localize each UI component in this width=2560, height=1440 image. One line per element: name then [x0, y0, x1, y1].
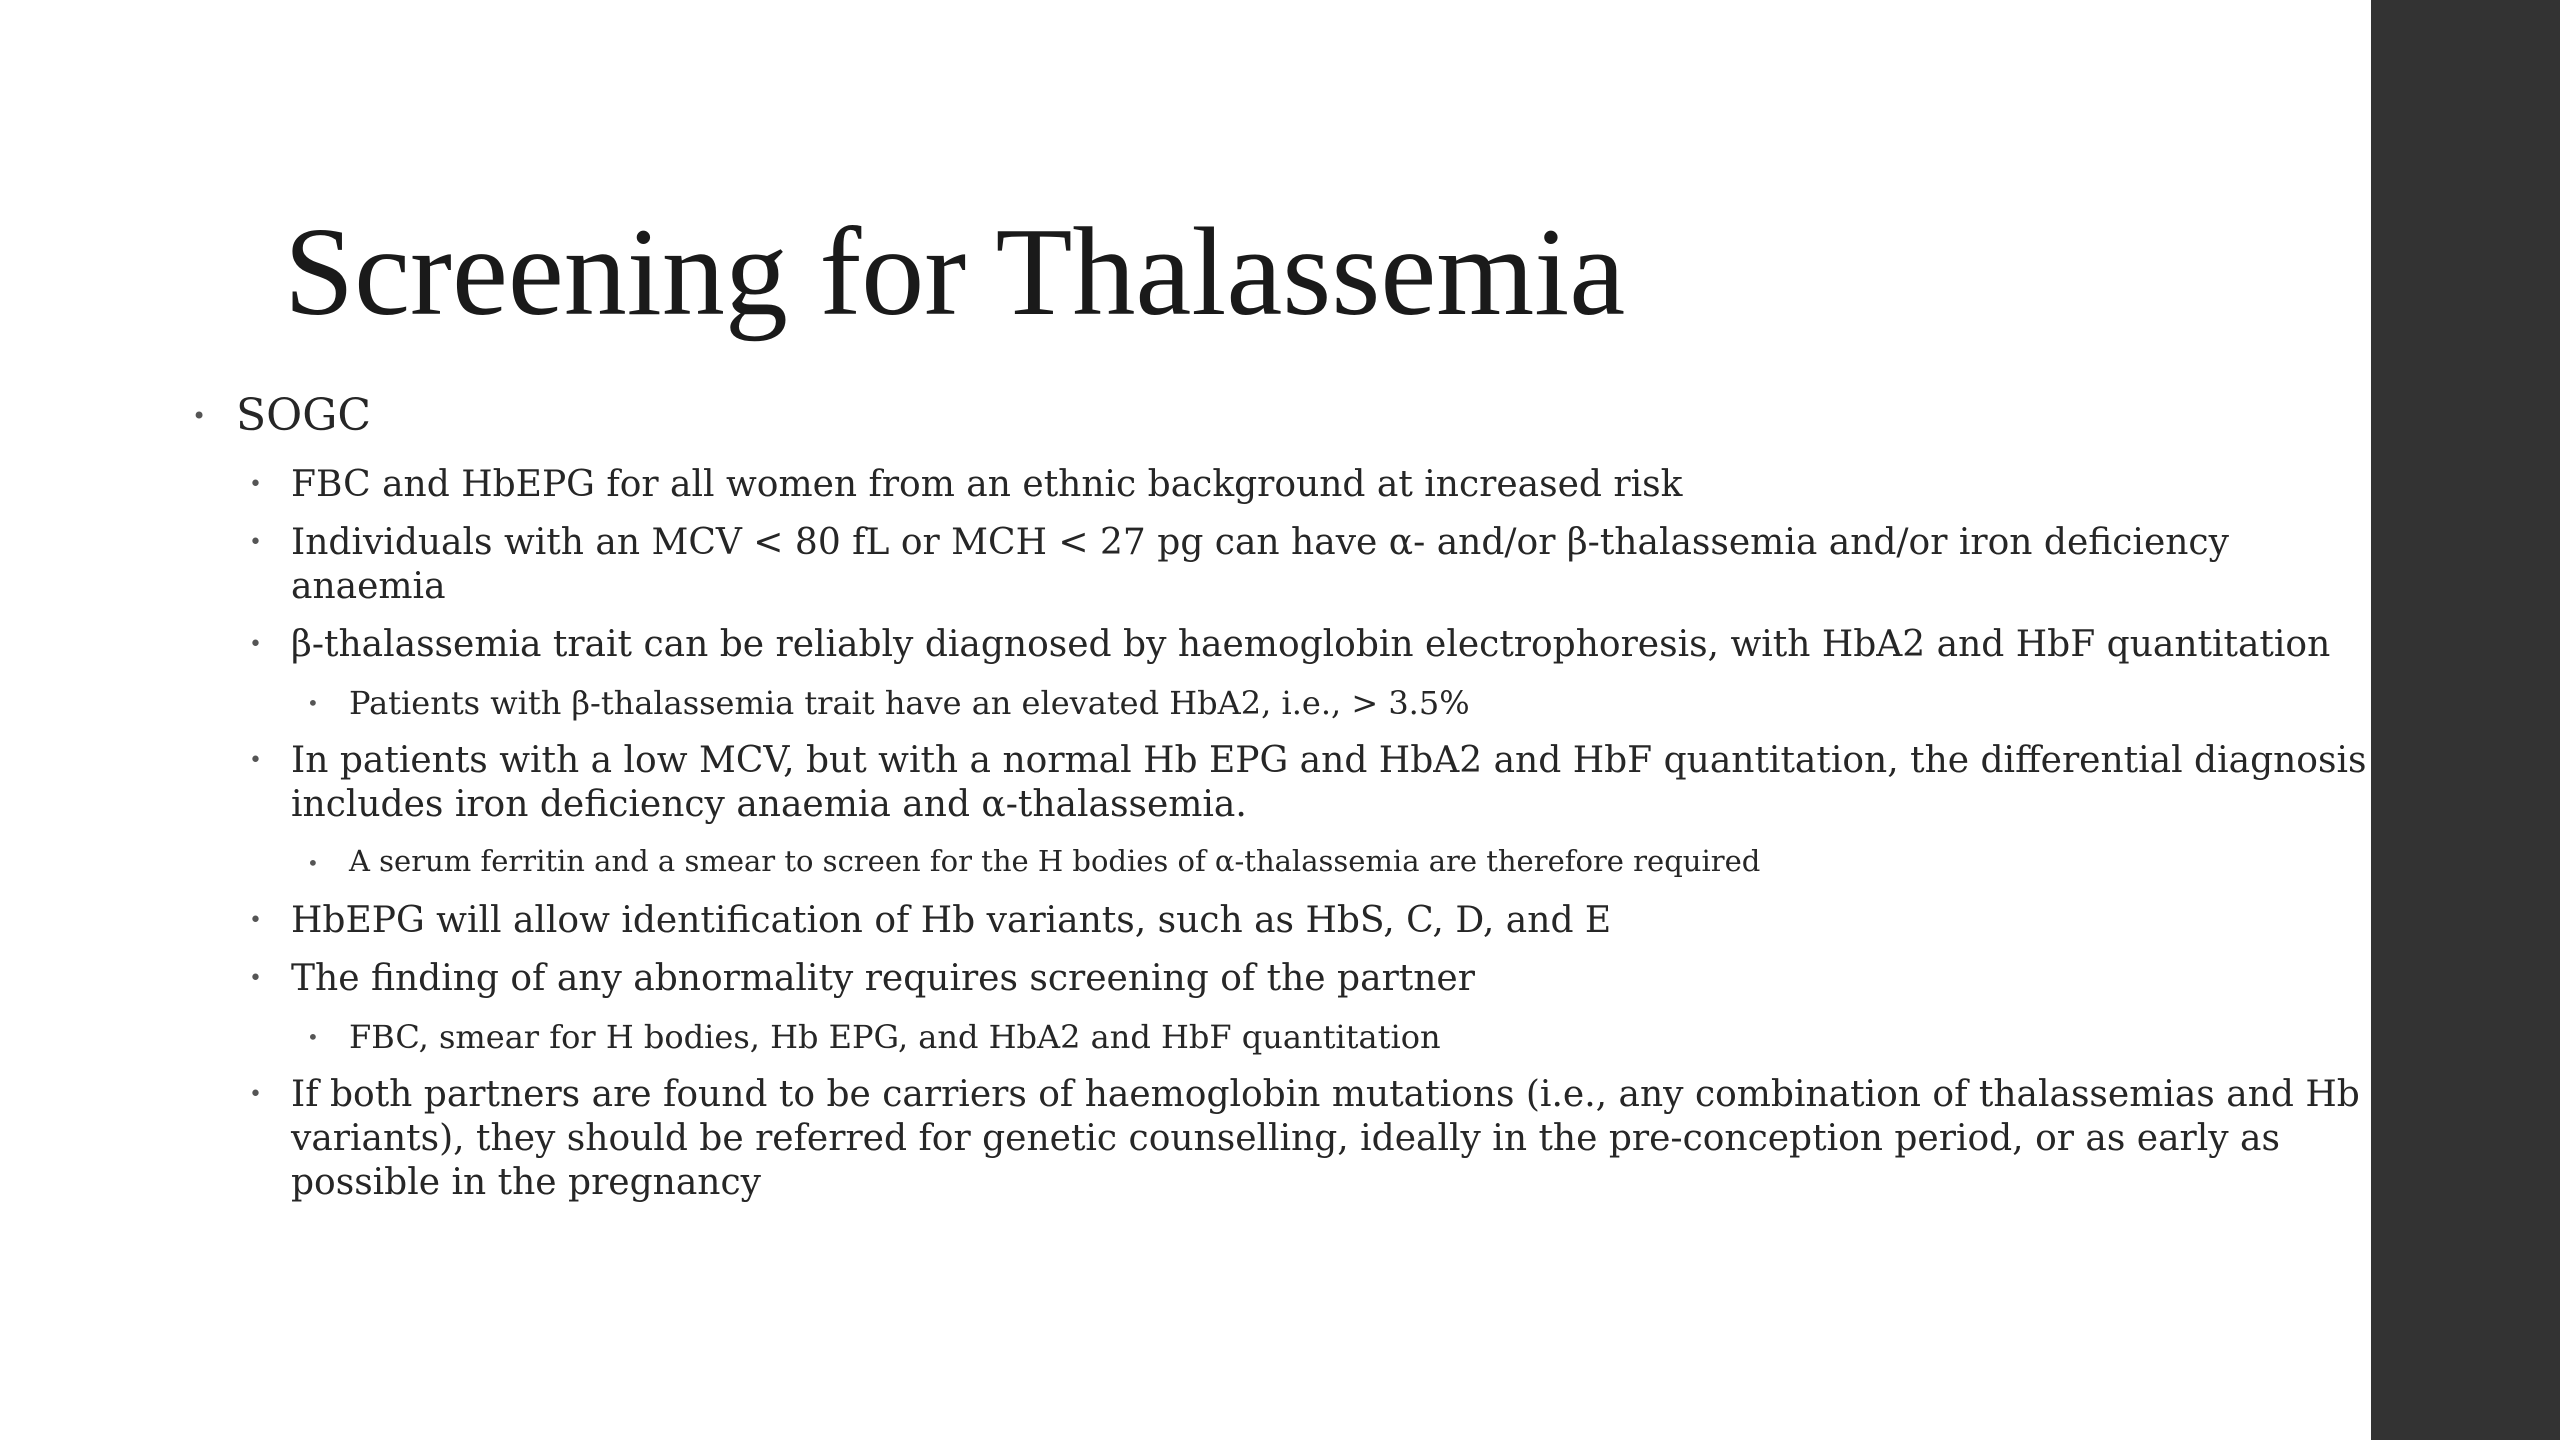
list-item [190, 1015, 2370, 1059]
bullet-icon: • [307, 1025, 319, 1049]
list-item-text: FBC, smear for H bodies, Hb EPG, and HbA2 and HbF quantitation [349, 1018, 1441, 1056]
bullet-icon: • [249, 632, 262, 657]
bullet-icon: • [307, 851, 319, 875]
bullet-icon: • [249, 908, 262, 933]
list-item-text: Patients with β-thalassemia trait have an elevated HbA2, i.e., > 3.5% [349, 684, 1470, 722]
side-bar [2371, 0, 2560, 1440]
list-item [190, 739, 2370, 827]
bullet-icon: • [307, 691, 319, 715]
list-item [190, 681, 2370, 725]
list-item [190, 899, 2370, 943]
bullet-icon: • [192, 402, 207, 430]
list-item [190, 521, 2370, 609]
bullet-icon: • [249, 1082, 262, 1107]
list-item-text: SOGC [236, 390, 372, 441]
bullet-list [190, 385, 2370, 1219]
slide-title: Screening for Thalassemia [284, 203, 1626, 342]
list-item [190, 1073, 2370, 1205]
list-item [190, 385, 2370, 447]
bullet-icon: • [249, 530, 262, 555]
list-item [190, 841, 2370, 885]
bullet-icon: • [249, 966, 262, 991]
list-item [190, 957, 2370, 1001]
list-item-text: Individuals with an MCV < 80 fL or MCH < 27 pg can have α- and/or β-thalassemia and/or iron deficiency anaemia [291, 522, 2229, 607]
list-item-text: FBC and HbEPG for all women from an ethnic background at increased risk [291, 464, 1683, 505]
list-item [190, 623, 2370, 667]
bullet-icon: • [249, 472, 262, 497]
list-item-text: HbEPG will allow identification of Hb variants, such as HbS, C, D, and E [291, 900, 1612, 941]
list-item-text: In patients with a low MCV, but with a normal Hb EPG and HbA2 and HbF quantitation, the differential diagnosis includes iron deficiency anaemia and α-thalassemia. [291, 740, 2367, 825]
list-item-text: The finding of any abnormality requires screening of the partner [291, 958, 1475, 999]
list-item-text: β-thalassemia trait can be reliably diagnosed by haemoglobin electrophoresis, with HbA2 and HbF quantitation [291, 624, 2331, 665]
list-item [190, 463, 2370, 507]
list-item-text: A serum ferritin and a smear to screen for the H bodies of α-thalassemia are therefore required [349, 844, 1761, 878]
bullet-icon: • [249, 748, 262, 773]
list-item-text: If both partners are found to be carriers of haemoglobin mutations (i.e., any combination of thalassemias and Hb variants), they should be referred for genetic counselling, ideally in the pre-conception period, or as early as possible in the pregnancy [291, 1074, 2360, 1203]
